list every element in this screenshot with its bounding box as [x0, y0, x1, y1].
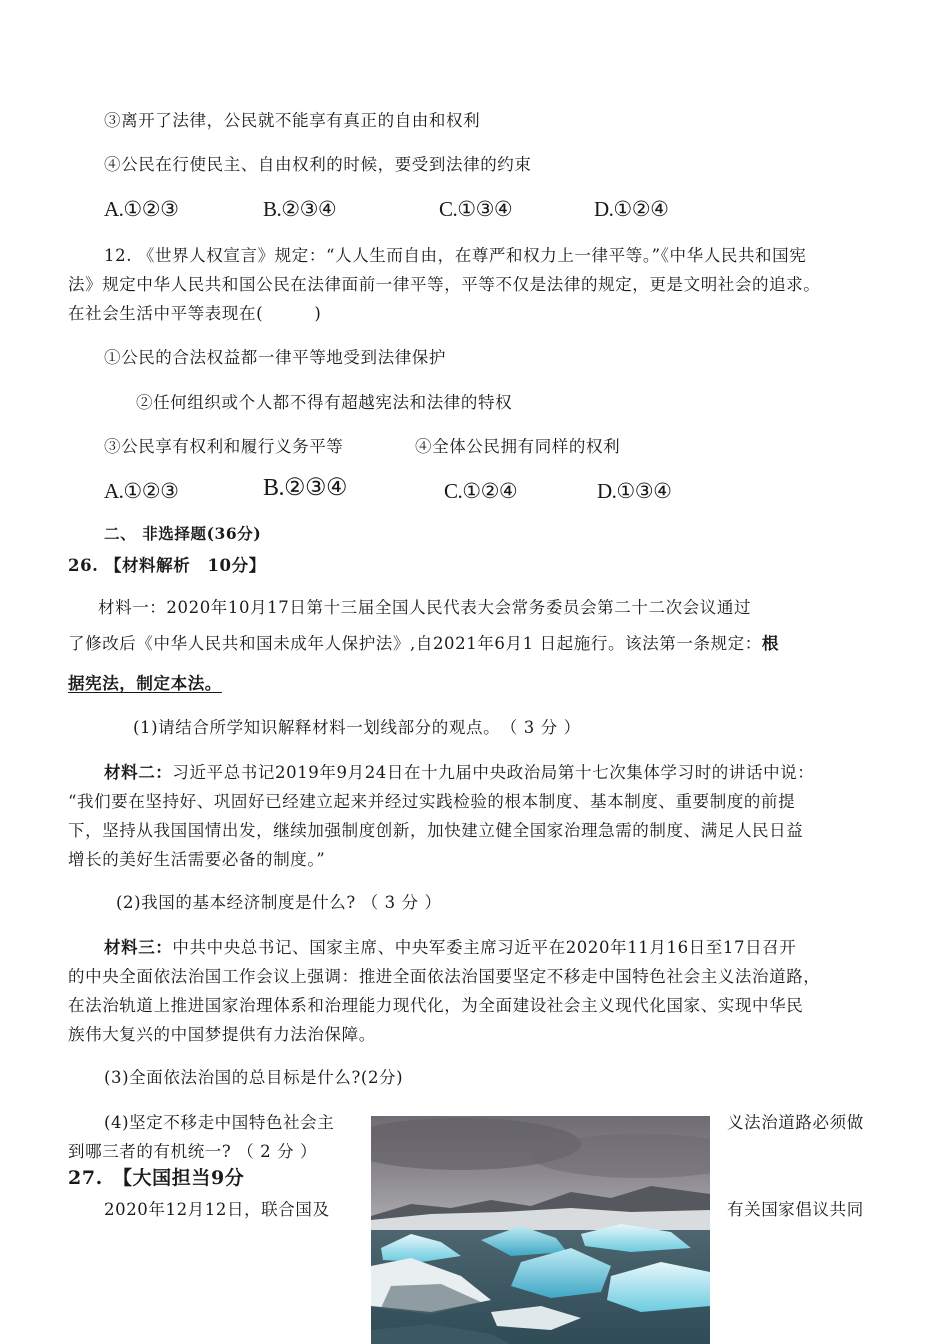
glacier-illustration [371, 1116, 710, 1344]
q12-option-a: A.①②③ [104, 479, 179, 503]
q26-material-2-label: 材料二： [104, 763, 173, 782]
q26-material-1-text: 了修改后《中华人民共和国未成年人保护法》,自2021年6月1 日起施行。该法第一条规定： [68, 634, 762, 653]
q26-material-3-line-3: 在法治轨道上推进国家治理体系和治理能力现代化，为全面建设社会主义现代化国家、实现中华民 [68, 996, 804, 1015]
q12-statement-1: ①公民的合法权益都一律平等地受到法律保护 [104, 348, 446, 367]
q26-material-1-underlined: 据宪法，制定本法。 [68, 674, 222, 693]
q26-question-4-line-2: 到哪三者的有机统一? （ 2 分 ） [68, 1142, 318, 1161]
q11-option-b: B.②③④ [263, 197, 337, 221]
q26-material-2-line-4: 增长的美好生活需要必备的制度。” [68, 850, 326, 869]
q12-option-c: C.①②④ [444, 479, 518, 503]
q26-question-3: (3)全面依法治国的总目标是什么?(2分) [104, 1068, 404, 1087]
q12-statement-3: ③公民享有权利和履行义务平等 [104, 437, 344, 456]
q12-statement-4: ④全体公民拥有同样的权利 [415, 437, 621, 456]
q12-stem-line-1: 12. 《世界人权宣言》规定：“人人生而自由，在尊严和权力上一律平等。”《中华人民共和国宪 [104, 246, 807, 265]
q11-option-c: C.①③④ [439, 197, 513, 221]
q27-title: 27. 【大国担当9分 [68, 1167, 245, 1189]
q26-material-2-line-2: “我们要在坚持好、巩固好已经建立起来并经过实践检验的根本制度、基本制度、重要制度的前提 [68, 792, 796, 811]
q26-question-4-right: 义法治道路必须做 [727, 1113, 864, 1132]
q12-option-b: B.②③④ [263, 475, 348, 501]
q26-question-1: (1)请结合所学知识解释材料一划线部分的观点。 （ 3 分 ） [133, 718, 581, 737]
q12-statement-2: ②任何组织或个人都不得有超越宪法和法律的特权 [136, 393, 513, 412]
q26-material-2-line-1 [104, 763, 814, 783]
q26-material-3-line-1 [104, 938, 796, 958]
q26-material-1-bold-start: 根 [761, 634, 779, 653]
q11-option-a: A.①②③ [104, 197, 179, 221]
q26-material-3-line-2: 的中央全面依法治国工作会议上强调：推进全面依法治国要坚定不移走中国特色社会主义法治道路， [68, 967, 821, 986]
q26-material-2-line-3: 下，坚持从我国国情出发，继续加强制度创新，加快建立健全国家治理急需的制度、满足人民日益 [68, 821, 804, 840]
q12-stem-line-2: 法》规定中华人民共和国公民在法律面前一律平等，平等不仅是法律的规定，更是文明社会的追求。 [68, 275, 821, 294]
section-2-title: 二、 非选择题(36分) [104, 524, 262, 543]
q11-option-d: D.①②④ [594, 197, 669, 221]
q12-stem-line-3: 在社会生活中平等表现在( ) [68, 304, 322, 323]
q26-title: 26. 【材料解析 10分】 [68, 556, 266, 575]
q11-statement-4: ④公民在行使民主、自由权利的时候，要受到法律的约束 [104, 155, 532, 174]
q11-statement-3: ③离开了法律，公民就不能享有真正的自由和权利 [104, 111, 481, 130]
q12-option-d: D.①③④ [597, 479, 672, 503]
q26-material-2-text: 习近平总书记2019年9月24日在十九届中央政治局第十七次集体学习时的讲话中说： [172, 763, 815, 782]
q26-material-1-line-1: 材料一：2020年10月17日第十三届全国人民代表大会常务委员会第二十二次会议通过 [98, 598, 752, 617]
glacier-photo [371, 1116, 710, 1344]
q27-line-1-left: 2020年12月12日，联合国及 [104, 1200, 330, 1219]
q26-material-3-label: 材料三： [104, 938, 173, 957]
q26-question-2: (2)我国的基本经济制度是什么? （ 3 分 ） [116, 893, 442, 912]
q27-line-1-right: 有关国家倡议共同 [727, 1200, 864, 1219]
q26-question-4-left: (4)坚定不移走中国特色社会主 [104, 1113, 335, 1132]
q26-material-3-text: 中共中央总书记、国家主席、中央军委主席习近平在2020年11月16日至17日召开 [172, 938, 797, 957]
q26-material-3-line-4: 族伟大复兴的中国梦提供有力法治保障。 [68, 1025, 376, 1044]
q26-material-1-line-2 [68, 634, 779, 654]
